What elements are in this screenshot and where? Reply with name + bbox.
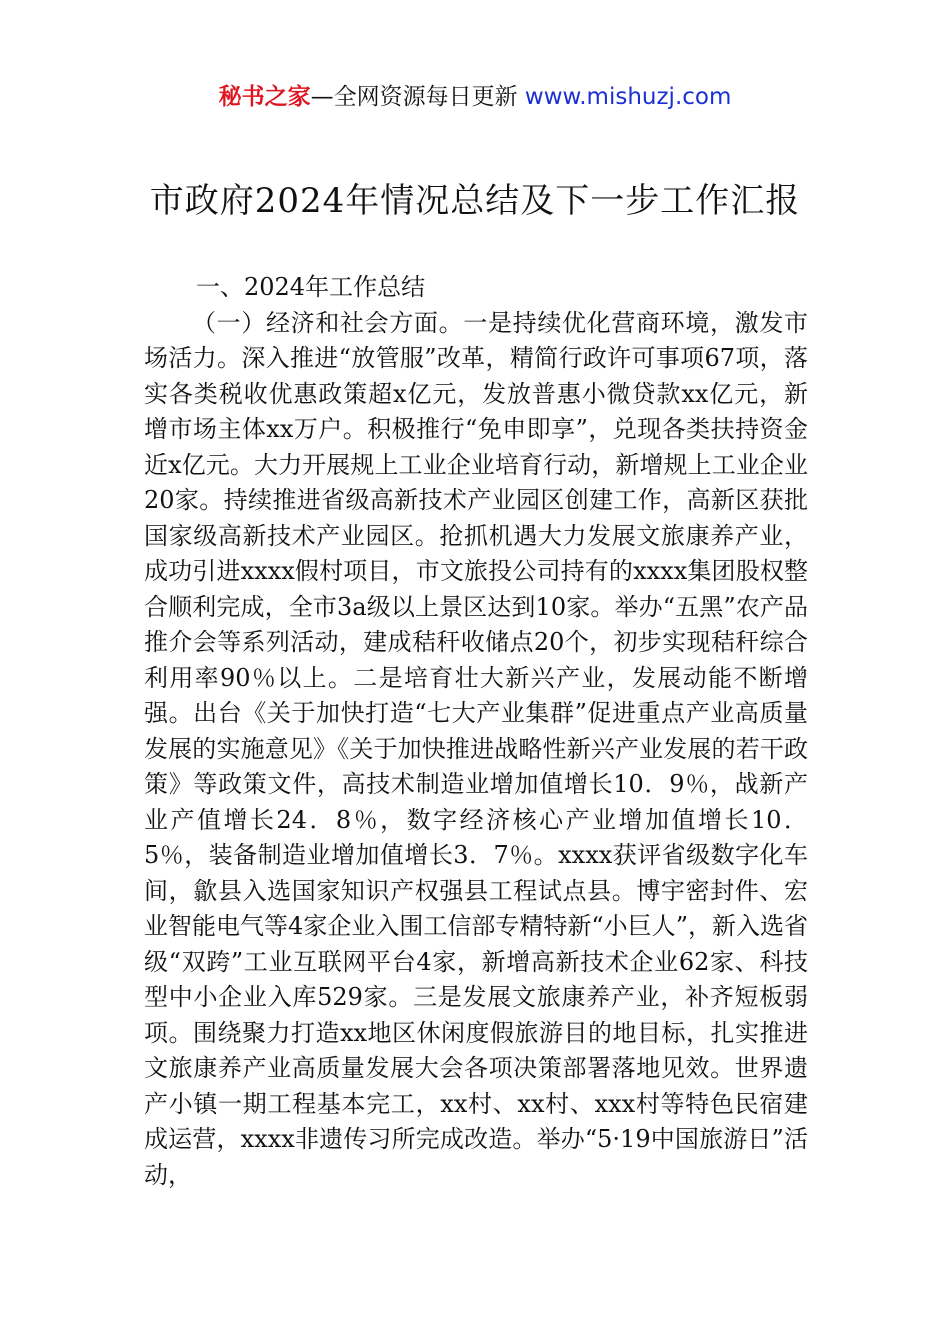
site-header-banner xyxy=(0,80,950,114)
site-brand-name: 秘书之家 xyxy=(218,84,311,110)
document-title: 市政府2024年情况总结及下一步工作汇报 xyxy=(149,181,801,221)
document-body xyxy=(144,270,808,1193)
site-tagline: —全网资源每日更新 xyxy=(310,84,525,110)
site-url-link[interactable]: www.mishuzj.com xyxy=(524,84,732,110)
section-heading: 一、2024年工作总结 xyxy=(196,273,426,301)
body-paragraph: （一）经济和社会方面。一是持续优化营商环境，激发市场活力。深入推进“放管服”改革，精简行政许可事项67项，落实各类税收优惠政策超x亿元，发放普惠小微贷款xx亿元，新增市场主体xx万户。积极推行“免申即享”，兑现各类扶持资金近x亿元。大力开展规上工业企业培育行动，新增规上工业企业20家。持续推进省级高新技术产业园区创建工作，高新区获批国家级高新技术产业园区。抢抓机遇大力发展文旅康养产业，成功引进xxxx假村项目，市文旅投公司持有的xxxx集团股权整合顺利完成，全市3a级以上景区达到10家。举办“五黑”农产品推介会等系列活动，建成秸秆收储点20个，初步实现秸秆综合利用率90％以上。二是培育壮大新兴产业，发展动能不断增强。出台《关于加快打造“七大产业集群”促进重点产业高质量发展的实施意见》《关于加快推进战略性新兴产业发展的若干政策》等政策文件，高技术制造业增加值增长10．9％，战新产业产值增长24．8％，数字经济核心产业增加值增长10．5％，装备制造业增加值增长3．7％。xxxx获评省级数字化车间，歙县入选国家知识产权强县工程试点县。博宇密封件、宏业智能电气等4家企业入围工信部专精特新“小巨人”，新入选省级“双跨”工业互联网平台4家，新增高新技术企业62家、科技型中小企业入库529家。三是发展文旅康养产业，补齐短板弱项。围绕聚力打造xx地区休闲度假旅游目的地目标，扎实推进文旅康养产业高质量发展大会各项决策部署落地见效。世界遗产小镇一期工程基本完工，xx村、xx村、xxx村等特色民宿建成运营，xxxx非遗传习所完成改造。举办“5·19中国旅游日”活动， xyxy=(144,308,808,1189)
